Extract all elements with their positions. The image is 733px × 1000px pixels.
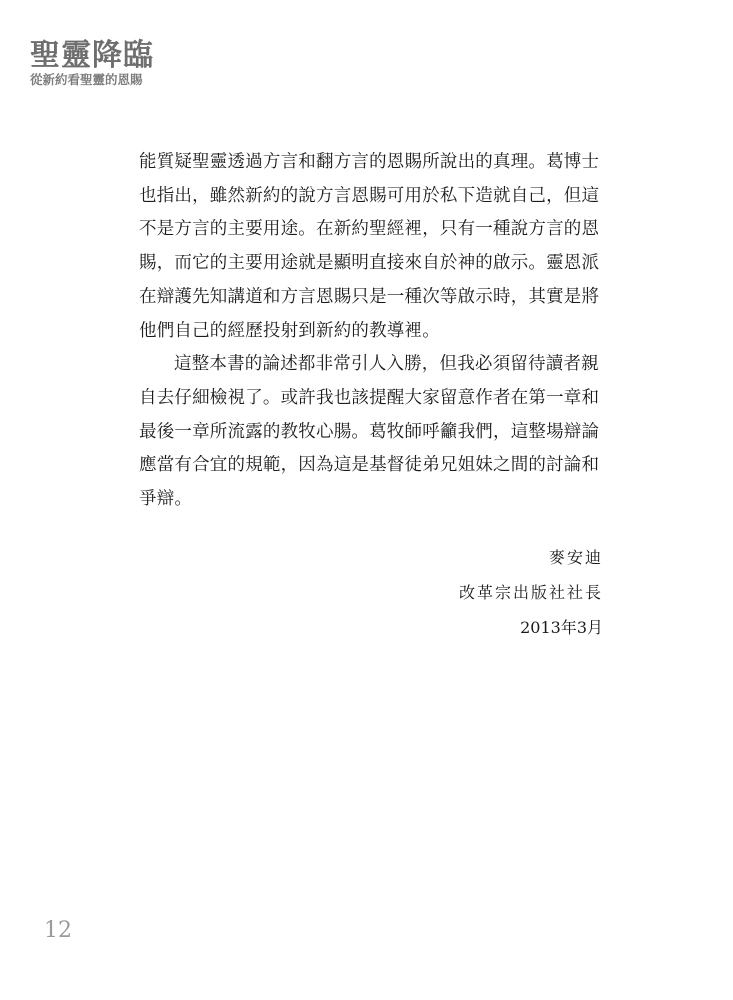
book-subtitle: 從新約看聖靈的恩賜 (30, 72, 143, 87)
signature-title: 改革宗出版社社長 (458, 583, 603, 602)
signature-date: 2013年3月 (520, 618, 603, 637)
signature-name: 麥安迪 (548, 548, 603, 567)
book-title: 聖靈降臨 (30, 38, 154, 73)
page-number: 12 (44, 918, 72, 943)
running-header (30, 38, 154, 88)
paragraph-2: 這整本書的論述都非常引人入勝，但我必須留待讀者親自去仔細檢視了。或許我也該提醒大家留意作者在第一章和最後一章所流露的教牧心腸。葛牧師呼籲我們，這整場辯論應當有合宜的規範，因為這是基督徒弟兄姐妹之間的討論和爭辯。 (139, 354, 600, 510)
signature-block (459, 540, 603, 645)
paragraph-1: 能質疑聖靈透過方言和翻方言的恩賜所說出的真理。葛博士也指出，雖然新約的說方言恩賜可用於私下造就自己，但這不是方言的主要用途。在新約聖經裡，只有一種說方言的恩賜，而它的主要用途就是顯明直接來自於神的啟示。靈恩派在辯護先知講道和方言恩賜只是一種次等啟示時，其實是將他們自己的經歷投射到新約的教導裡。 (139, 152, 600, 341)
body-text (139, 146, 609, 517)
